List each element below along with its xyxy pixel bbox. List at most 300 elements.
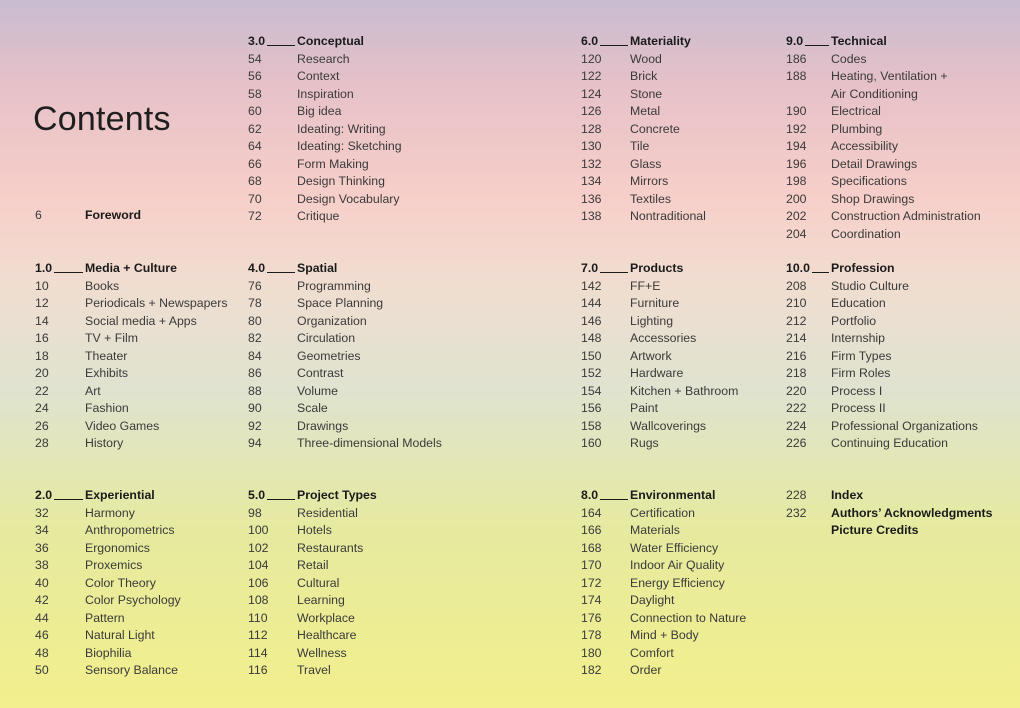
section-title: Experiential xyxy=(85,488,155,502)
toc-entry[interactable] xyxy=(248,313,458,330)
toc-entry[interactable] xyxy=(35,295,245,312)
section-rule xyxy=(600,45,628,46)
section-number: 3.0 xyxy=(248,34,266,48)
page-number: 196 xyxy=(786,156,807,171)
section-title: Project Types xyxy=(297,488,377,502)
toc-entry[interactable] xyxy=(786,208,996,225)
entry-label: History xyxy=(85,436,124,450)
toc-entry[interactable] xyxy=(35,505,245,522)
entry-label: Cultural xyxy=(297,575,340,590)
toc-entry[interactable] xyxy=(786,400,996,417)
section-number: 1.0 xyxy=(35,261,53,275)
page-number: 26 xyxy=(35,418,49,433)
page-number: 16 xyxy=(35,331,49,345)
entry-label: Order xyxy=(630,663,662,677)
toc-entry[interactable] xyxy=(35,383,245,400)
page-number: 134 xyxy=(581,174,602,188)
entry-label: Construction Administration xyxy=(831,209,981,223)
toc-entry[interactable] xyxy=(248,557,458,574)
section-title: Environmental xyxy=(630,488,716,502)
toc-entry[interactable] xyxy=(248,505,458,522)
page-number: 88 xyxy=(248,383,262,398)
section-title: Profession xyxy=(831,261,895,275)
entry-label: Picture Credits xyxy=(831,523,919,537)
entry-label: Shop Drawings xyxy=(831,191,915,206)
page-number: 62 xyxy=(248,121,262,136)
toc-entry[interactable] xyxy=(35,662,245,679)
page-number: 36 xyxy=(35,540,49,555)
toc-entry[interactable] xyxy=(786,418,996,435)
section-title: Technical xyxy=(831,34,887,48)
toc-entry[interactable] xyxy=(581,418,791,435)
toc-entry[interactable] xyxy=(248,400,458,417)
page-number: 76 xyxy=(248,278,262,293)
entry-label: Exhibits xyxy=(85,366,129,380)
page-number: 114 xyxy=(248,645,268,660)
entry-label: Ideating: Writing xyxy=(297,121,386,136)
toc-entry[interactable] xyxy=(248,662,458,679)
toc-entry[interactable] xyxy=(248,86,458,103)
page-number: 48 xyxy=(35,645,49,660)
entry-label: Professional Organizations xyxy=(831,418,978,433)
section-heading[interactable] xyxy=(786,33,986,50)
page-number: 66 xyxy=(248,156,262,171)
toc-entry[interactable] xyxy=(581,156,791,173)
section-heading[interactable] xyxy=(581,260,781,277)
toc-entry[interactable] xyxy=(581,68,791,85)
toc-entry[interactable] xyxy=(581,330,791,347)
toc-entry-foreword[interactable] xyxy=(35,207,215,224)
toc-entry[interactable] xyxy=(786,435,996,452)
page-number: 186 xyxy=(786,51,807,66)
entry-label: Detail Drawings xyxy=(831,156,918,171)
page-number: 144 xyxy=(581,296,602,310)
toc-entry[interactable] xyxy=(786,191,996,208)
page-number: 110 xyxy=(248,610,268,625)
toc-entry[interactable] xyxy=(786,348,996,365)
toc-entry[interactable] xyxy=(581,138,791,155)
toc-entry[interactable] xyxy=(786,156,996,173)
page-number: 64 xyxy=(248,139,262,153)
toc-entry[interactable] xyxy=(581,103,791,120)
entry-label: Anthropometrics xyxy=(85,523,175,537)
section-heading[interactable] xyxy=(786,260,986,277)
section-heading[interactable] xyxy=(248,33,448,50)
entry-label: Brick xyxy=(630,69,658,83)
section-number: 8.0 xyxy=(581,488,599,502)
entry-label: Index xyxy=(831,488,864,502)
entry-label: Water Efficiency xyxy=(630,540,719,555)
toc-entry[interactable] xyxy=(248,418,458,435)
entry-label: Continuing Education xyxy=(831,436,948,450)
toc-entry[interactable] xyxy=(35,400,245,417)
toc-entry[interactable] xyxy=(581,627,791,644)
page-number: 166 xyxy=(581,523,602,537)
entry-label: Research xyxy=(297,51,350,66)
toc-entry[interactable] xyxy=(248,173,458,190)
toc-entry[interactable] xyxy=(581,313,791,330)
toc-entry[interactable] xyxy=(581,278,791,295)
toc-entry[interactable] xyxy=(35,557,245,574)
entry-label: Concrete xyxy=(630,121,680,136)
toc-entry[interactable] xyxy=(248,348,458,365)
page-number: 50 xyxy=(35,663,49,677)
section-rule xyxy=(267,45,295,46)
page-number: 142 xyxy=(581,278,602,293)
page-number: 90 xyxy=(248,401,262,415)
entry-label: Firm Types xyxy=(831,348,892,363)
toc-entry[interactable] xyxy=(35,313,245,330)
page-number: 212 xyxy=(786,313,807,328)
page-number: 218 xyxy=(786,366,807,380)
back-matter-entry[interactable] xyxy=(786,522,1006,539)
toc-entry[interactable] xyxy=(786,226,996,243)
entry-label: Stone xyxy=(630,86,663,101)
entry-label: Hardware xyxy=(630,366,684,380)
toc-entry[interactable] xyxy=(248,156,458,173)
page-number: 138 xyxy=(581,209,602,223)
entry-label: Color Theory xyxy=(85,575,156,590)
page-number: 56 xyxy=(248,69,262,83)
page-number: 170 xyxy=(581,558,602,572)
toc-entry[interactable] xyxy=(581,208,791,225)
toc-entry[interactable] xyxy=(248,592,458,609)
page-number: 174 xyxy=(581,593,602,607)
section-number: 7.0 xyxy=(581,261,599,275)
entry-label: Paint xyxy=(630,401,659,415)
entry-label: Theater xyxy=(85,348,128,363)
section-title: Conceptual xyxy=(297,34,364,48)
page-number: 46 xyxy=(35,628,49,642)
entry-label: Video Games xyxy=(85,418,160,433)
page-number: 202 xyxy=(786,209,807,223)
section-rule xyxy=(600,499,628,500)
page-number: 188 xyxy=(786,69,807,83)
page-number: 100 xyxy=(248,523,269,537)
page-number: 176 xyxy=(581,610,602,625)
page-number: 78 xyxy=(248,296,262,310)
page-number: 68 xyxy=(248,174,262,188)
page-number: 224 xyxy=(786,418,807,433)
entry-label: Healthcare xyxy=(297,628,357,642)
toc-entry[interactable] xyxy=(786,103,996,120)
entry-label: Daylight xyxy=(630,593,675,607)
entry-label: Sensory Balance xyxy=(85,663,178,677)
toc-entry[interactable] xyxy=(35,278,245,295)
page-number: 116 xyxy=(248,663,268,677)
page-number: 80 xyxy=(248,313,262,328)
page-number: 180 xyxy=(581,645,602,660)
toc-entry[interactable] xyxy=(248,191,458,208)
entry-label: Tile xyxy=(630,139,650,153)
entry-label: Comfort xyxy=(630,645,674,660)
entry-label: Ergonomics xyxy=(85,540,150,555)
entry-label: Wallcoverings xyxy=(630,418,707,433)
section-number: 2.0 xyxy=(35,488,53,502)
page-number: 42 xyxy=(35,593,49,607)
entry-label: Certification xyxy=(630,505,695,520)
entry-label: Furniture xyxy=(630,296,680,310)
toc-entry[interactable] xyxy=(581,522,791,539)
toc-entry[interactable] xyxy=(248,278,458,295)
page-number: 58 xyxy=(248,86,262,101)
section-rule xyxy=(267,272,295,273)
page-number: 22 xyxy=(35,383,49,398)
entry-label: Process II xyxy=(831,401,886,415)
page-number: 98 xyxy=(248,505,262,520)
toc-entry[interactable] xyxy=(581,400,791,417)
toc-entry[interactable] xyxy=(248,208,458,225)
entry-label: Volume xyxy=(297,383,339,398)
entry-label: Authors’ Acknowledgments xyxy=(831,505,993,520)
toc-entry[interactable] xyxy=(248,51,458,68)
page-number: 222 xyxy=(786,401,807,415)
page-number: 72 xyxy=(248,209,262,223)
entry-label: Restaurants xyxy=(297,540,364,555)
toc-entry[interactable] xyxy=(248,383,458,400)
toc-entry[interactable] xyxy=(786,330,996,347)
page-number: 92 xyxy=(248,418,262,433)
toc-entry[interactable] xyxy=(35,610,245,627)
page-number: 34 xyxy=(35,523,49,537)
toc-entry[interactable] xyxy=(786,173,996,190)
section-heading[interactable] xyxy=(581,33,781,50)
section-rule xyxy=(267,499,295,500)
page-number: 6 xyxy=(35,208,42,222)
toc-entry[interactable] xyxy=(248,68,458,85)
toc-entry[interactable] xyxy=(35,592,245,609)
toc-entry[interactable] xyxy=(248,295,458,312)
page-number: 122 xyxy=(581,69,602,83)
page-number: 232 xyxy=(786,505,807,520)
toc-entry[interactable] xyxy=(248,330,458,347)
section-title: Media + Culture xyxy=(85,261,177,275)
entry-label: Internship xyxy=(831,331,886,345)
toc-entry[interactable] xyxy=(581,505,791,522)
page-number: 136 xyxy=(581,191,602,206)
toc-entry[interactable] xyxy=(581,173,791,190)
page-number: 44 xyxy=(35,610,49,625)
entry-label: Accessories xyxy=(630,331,697,345)
entry-label: Coordination xyxy=(831,226,901,241)
page-number: 150 xyxy=(581,348,602,363)
entry-label: Space Planning xyxy=(297,296,384,310)
entry-label: Design Vocabulary xyxy=(297,191,400,206)
page-number: 54 xyxy=(248,51,262,66)
page-number: 216 xyxy=(786,348,807,363)
toc-entry[interactable] xyxy=(35,348,245,365)
toc-entry[interactable] xyxy=(248,121,458,138)
toc-entry[interactable] xyxy=(581,575,791,592)
toc-entry[interactable] xyxy=(35,522,245,539)
toc-entry[interactable] xyxy=(786,86,996,103)
toc-entry[interactable] xyxy=(248,540,458,557)
toc-entry[interactable] xyxy=(248,365,458,382)
page-number: 104 xyxy=(248,558,269,572)
toc-entry[interactable] xyxy=(581,51,791,68)
toc-entry[interactable] xyxy=(248,645,458,662)
toc-entry[interactable] xyxy=(581,592,791,609)
page-number: 190 xyxy=(786,104,807,118)
page-number: 194 xyxy=(786,139,807,153)
page-number: 24 xyxy=(35,401,49,415)
page-number: 228 xyxy=(786,488,807,502)
entry-label: Ideating: Sketching xyxy=(297,139,402,153)
toc-entry[interactable] xyxy=(786,278,996,295)
toc-entry[interactable] xyxy=(35,645,245,662)
toc-entry[interactable] xyxy=(35,627,245,644)
entry-label: Metal xyxy=(630,104,661,118)
entry-label: Art xyxy=(85,383,101,398)
entry-label: Wellness xyxy=(297,645,347,660)
page-number: 200 xyxy=(786,191,807,206)
toc-entry[interactable] xyxy=(35,435,245,452)
entry-label: Learning xyxy=(297,593,345,607)
entry-label: Studio Culture xyxy=(831,278,909,293)
page-number: 106 xyxy=(248,575,269,590)
toc-entry[interactable] xyxy=(248,138,458,155)
page-number: 146 xyxy=(581,313,602,328)
toc-entry[interactable] xyxy=(248,435,458,452)
toc-entry[interactable] xyxy=(581,540,791,557)
toc-entry[interactable] xyxy=(581,435,791,452)
page-number: 14 xyxy=(35,313,49,328)
toc-entry[interactable] xyxy=(786,68,996,85)
toc-entry[interactable] xyxy=(786,383,996,400)
section-heading[interactable] xyxy=(248,487,448,504)
entry-label: Glass xyxy=(630,156,662,171)
toc-entry[interactable] xyxy=(248,522,458,539)
entry-label: Pattern xyxy=(85,610,125,625)
page-number: 38 xyxy=(35,558,49,572)
toc-entry[interactable] xyxy=(581,295,791,312)
back-matter-entry[interactable] xyxy=(786,487,1006,504)
entry-label: Portfolio xyxy=(831,313,877,328)
page-title: Contents xyxy=(33,100,171,138)
entry-label: Firm Roles xyxy=(831,366,891,380)
page-number: 70 xyxy=(248,191,262,206)
entry-label: Fashion xyxy=(85,401,129,415)
toc-entry[interactable] xyxy=(786,51,996,68)
page-number: 20 xyxy=(35,366,49,380)
toc-entry[interactable] xyxy=(581,645,791,662)
toc-entry[interactable] xyxy=(581,383,791,400)
entry-label: Travel xyxy=(297,663,331,677)
entry-label: Plumbing xyxy=(831,121,883,136)
toc-entry[interactable] xyxy=(35,418,245,435)
page-number: 112 xyxy=(248,628,268,642)
section-heading[interactable] xyxy=(35,260,235,277)
entry-label: Artwork xyxy=(630,348,672,363)
entry-label: Kitchen + Bathroom xyxy=(630,383,739,398)
page-number: 126 xyxy=(581,104,602,118)
page-number: 148 xyxy=(581,331,602,345)
entry-label: Three-dimensional Models xyxy=(297,436,442,450)
page-number: 152 xyxy=(581,366,602,380)
entry-label: Textiles xyxy=(630,191,672,206)
toc-entry[interactable] xyxy=(786,138,996,155)
toc-entry[interactable] xyxy=(35,540,245,557)
toc-entry[interactable] xyxy=(581,191,791,208)
toc-entry[interactable] xyxy=(786,365,996,382)
entry-label: Context xyxy=(297,69,340,83)
back-matter-entry[interactable] xyxy=(786,505,1006,522)
section-title: Products xyxy=(630,261,684,275)
toc-entry[interactable] xyxy=(581,86,791,103)
page-number: 172 xyxy=(581,575,602,590)
page-number: 82 xyxy=(248,331,262,345)
page-number: 198 xyxy=(786,174,807,188)
entry-label: Social media + Apps xyxy=(85,313,197,328)
toc-entry[interactable] xyxy=(581,662,791,679)
page-number: 220 xyxy=(786,383,807,398)
toc-entry[interactable] xyxy=(581,348,791,365)
entry-label: Rugs xyxy=(630,436,659,450)
toc-entry[interactable] xyxy=(786,121,996,138)
entry-label: Programming xyxy=(297,278,371,293)
entry-label: Electrical xyxy=(831,104,881,118)
section-rule xyxy=(600,272,628,273)
toc-entry[interactable] xyxy=(581,365,791,382)
page-number: 168 xyxy=(581,540,602,555)
page-number: 156 xyxy=(581,401,602,415)
entry-label: Books xyxy=(85,278,120,293)
entry-label: Proxemics xyxy=(85,558,143,572)
toc-entry[interactable] xyxy=(35,330,245,347)
page-number: 128 xyxy=(581,121,602,136)
page-number: 214 xyxy=(786,331,807,345)
page-number: 40 xyxy=(35,575,49,590)
section-heading[interactable] xyxy=(581,487,781,504)
section-rule xyxy=(54,499,83,500)
section-rule xyxy=(812,272,829,273)
section-heading[interactable] xyxy=(35,487,235,504)
entry-label: Education xyxy=(831,296,886,310)
entry-label: Scale xyxy=(297,401,328,415)
page-number: 120 xyxy=(581,51,602,66)
toc-entry[interactable] xyxy=(35,365,245,382)
toc-entry[interactable] xyxy=(786,295,996,312)
section-heading[interactable] xyxy=(248,260,448,277)
entry-label: Critique xyxy=(297,209,340,223)
toc-entry[interactable] xyxy=(248,610,458,627)
page-number: 160 xyxy=(581,436,602,450)
page-number: 10 xyxy=(35,278,49,293)
entry-label: Harmony xyxy=(85,505,135,520)
page-number: 86 xyxy=(248,366,262,380)
entry-label: Geometries xyxy=(297,348,361,363)
toc-entry[interactable] xyxy=(248,627,458,644)
section-title: Materiality xyxy=(630,34,691,48)
toc-entry[interactable] xyxy=(35,575,245,592)
entry-label: Biophilia xyxy=(85,645,132,660)
toc-entry[interactable] xyxy=(248,575,458,592)
toc-entry[interactable] xyxy=(248,103,458,120)
toc-entry[interactable] xyxy=(581,610,791,627)
page-number: 210 xyxy=(786,296,807,310)
section-number: 4.0 xyxy=(248,261,266,275)
page-number: 164 xyxy=(581,505,602,520)
toc-entry[interactable] xyxy=(581,557,791,574)
toc-entry[interactable] xyxy=(581,121,791,138)
page-number: 158 xyxy=(581,418,602,433)
entry-label: Residential xyxy=(297,505,358,520)
entry-label: Codes xyxy=(831,51,867,66)
entry-label: FF+E xyxy=(630,278,661,293)
entry-label: Color Psychology xyxy=(85,593,181,607)
entry-label: Contrast xyxy=(297,366,344,380)
toc-entry[interactable] xyxy=(786,313,996,330)
